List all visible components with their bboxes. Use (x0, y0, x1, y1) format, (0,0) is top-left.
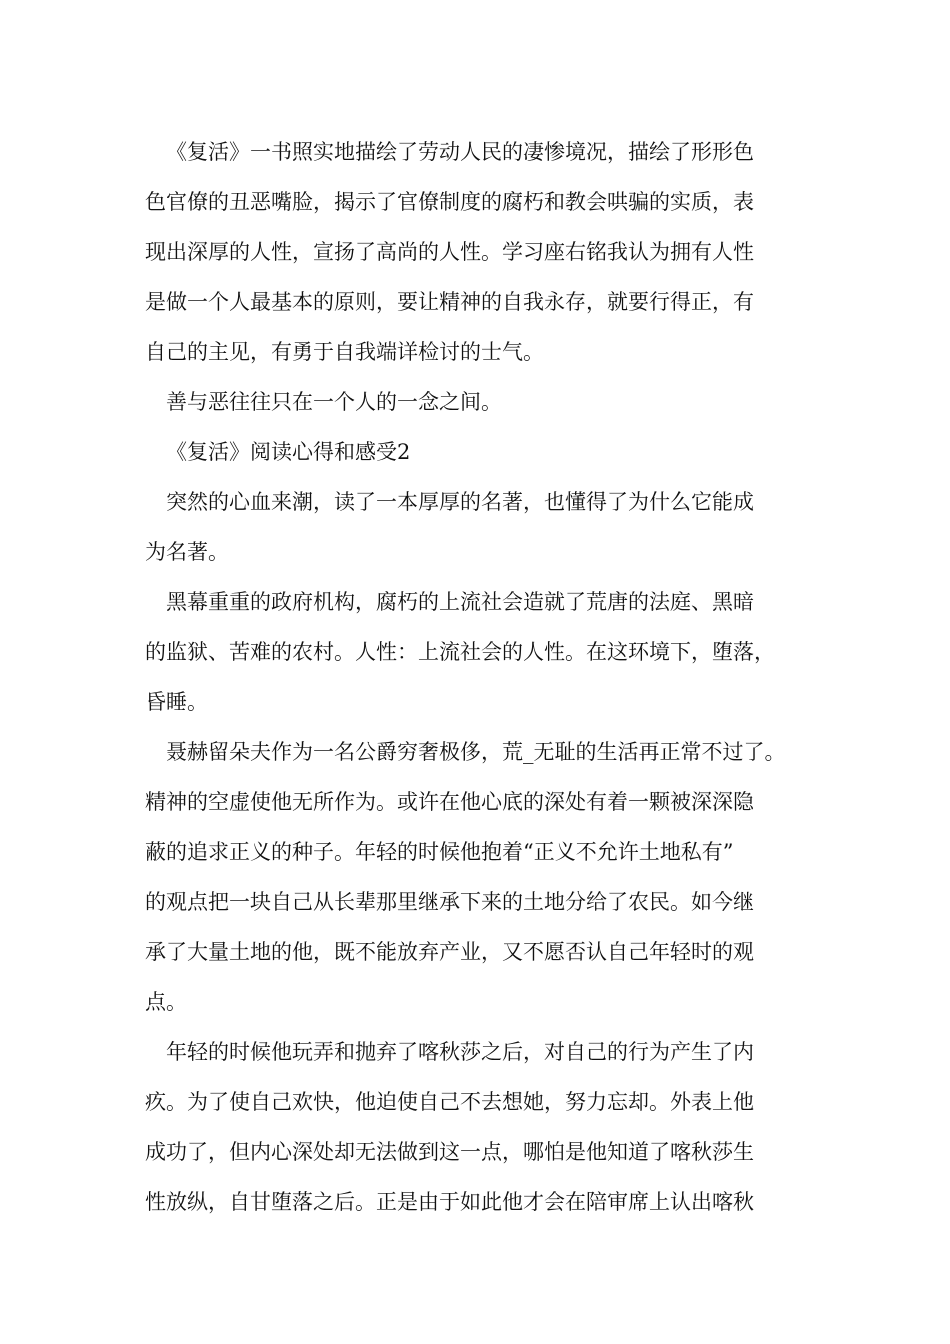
text-line: 年轻的时候他玩弄和抛弃了喀秋莎之后，对自己的行为产生了内 (166, 1040, 754, 1064)
text-line: 为名著。 (145, 540, 229, 564)
text-line: 承了大量土地的他，既不能放弃产业，又不愿否认自己年轻时的观 (145, 940, 754, 964)
text-line: 的监狱、苦难的农村。人性：上流社会的人性。在这环境下，堕落， (145, 640, 775, 664)
paragraph (145, 1027, 815, 1227)
text-line: 色官僚的丑恶嘴脸，揭示了官僚制度的腐朽和教会哄骗的实质，表 (145, 190, 754, 214)
paragraph (145, 727, 815, 1027)
paragraph (145, 577, 815, 727)
text-line: 突然的心血来潮，读了一本厚厚的名著，也懂得了为什么它能成 (166, 490, 754, 514)
text-line: 《复活》一书照实地描绘了劳动人民的凄惨境况，描绘了形形色 (166, 140, 754, 164)
text-line: 蔽的追求正义的种子。年轻的时候他抱着“正义不允许土地私有” (145, 840, 734, 864)
text-line: 是做一个人最基本的原则，要让精神的自我永存，就要行得正，有 (145, 290, 754, 314)
text-line: 自己的主见，有勇于自我端详检讨的士气。 (145, 340, 544, 364)
text-line: 黑幕重重的政府机构，腐朽的上流社会造就了荒唐的法庭、黑暗 (166, 590, 754, 614)
document-body (145, 127, 815, 1227)
heading-text: 《复活》阅读心得和感受2 (166, 440, 411, 464)
text-line: 善与恶往往只在一个人的一念之间。 (166, 390, 502, 414)
text-line: 聂赫留朵夫作为一名公爵穷奢极侈，荒_无耻的生活再正常不过了。 (166, 740, 786, 764)
paragraph (145, 477, 815, 577)
text-line: 昏睡。 (145, 690, 208, 714)
section-heading (145, 427, 815, 477)
text-line: 的观点把一块自己从长辈那里继承下来的土地分给了农民。如今继 (145, 890, 754, 914)
paragraph (145, 127, 815, 377)
text-line: 现出深厚的人性，宣扬了高尚的人性。学习座右铭我认为拥有人性 (145, 240, 754, 264)
text-line: 性放纵，自甘堕落之后。正是由于如此他才会在陪审席上认出喀秋 (145, 1190, 754, 1214)
text-line: 成功了，但内心深处却无法做到这一点，哪怕是他知道了喀秋莎生 (145, 1140, 754, 1164)
text-line: 点。 (145, 990, 187, 1014)
text-line: 精神的空虚使他无所作为。或许在他心底的深处有着一颗被深深隐 (145, 790, 754, 814)
paragraph (145, 377, 815, 427)
text-line: 疚。为了使自己欢快，他迫使自己不去想她，努力忘却。外表上他 (145, 1090, 754, 1114)
